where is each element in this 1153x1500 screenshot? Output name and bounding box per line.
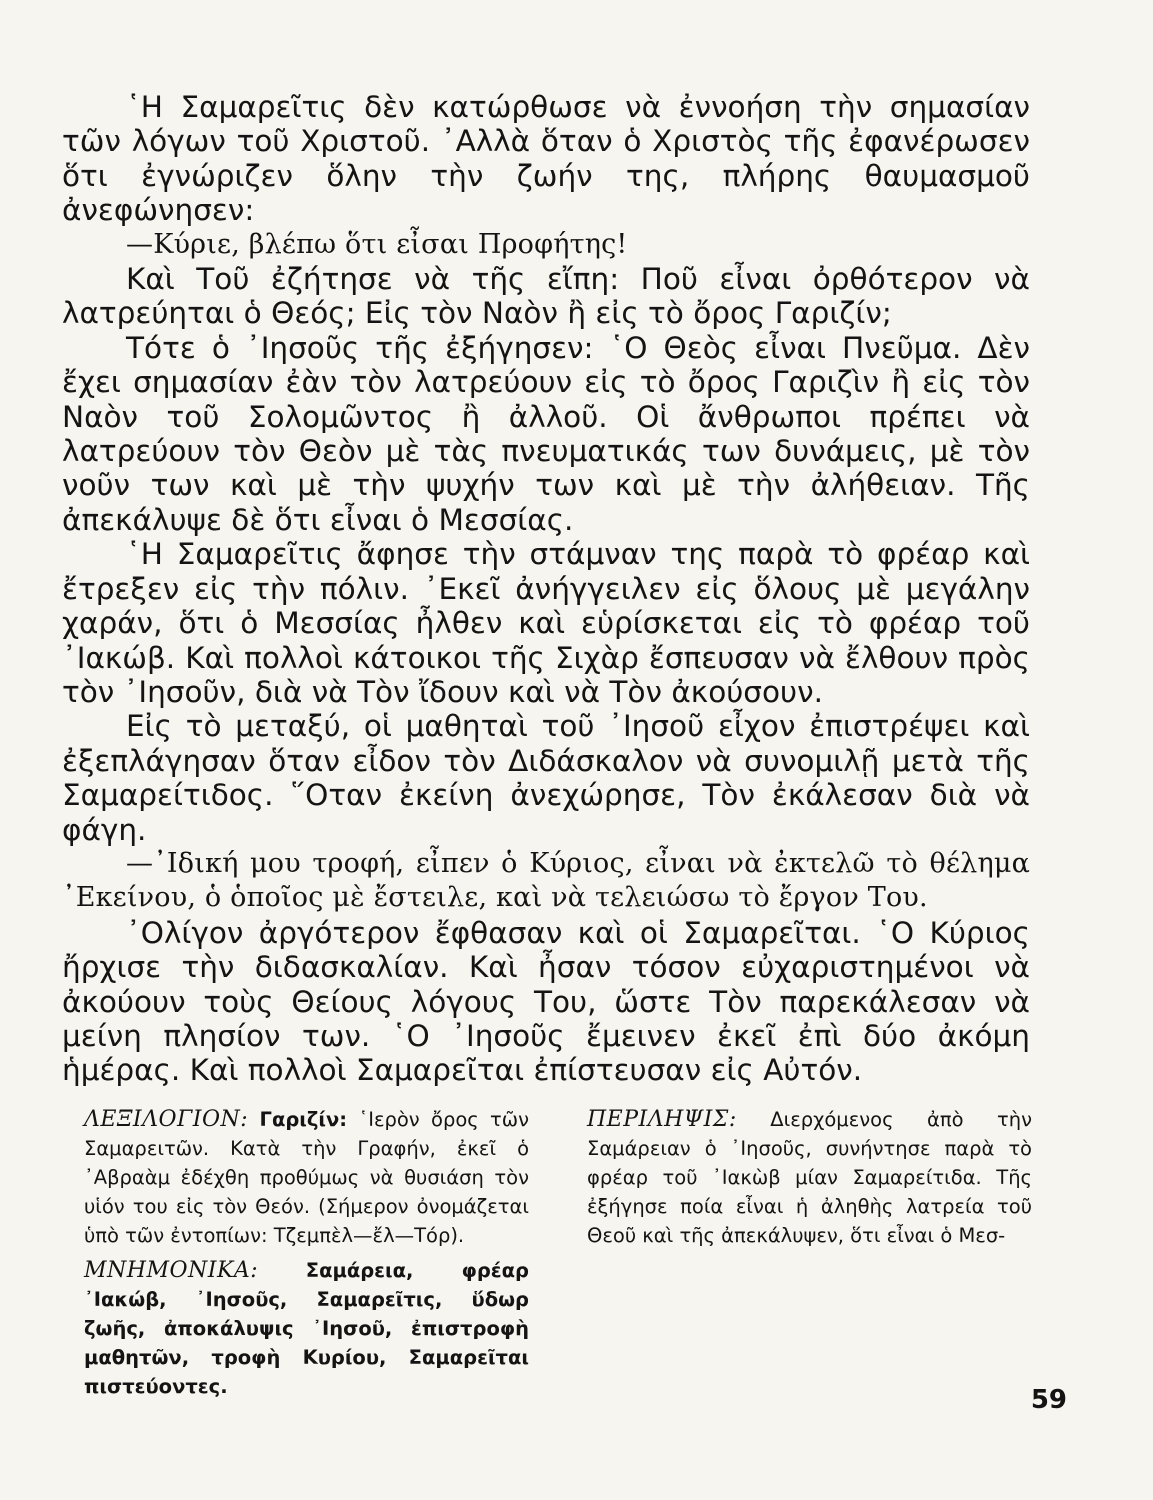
page-number: 59	[1030, 1385, 1067, 1415]
paragraph-1: ῾Η Σαμαρεῖτις δὲν κατώρθωσε νὰ ἐννοήση τὴν σημασίαν τῶν λόγων τοῦ Χριστοῦ. ᾿Αλλὰ ὅταν ὁ Χριστὸς τῆς ἐφανέρωσεν ὅτι ἐγνώριζεν ὅλην τὴν ζωήν της, πλήρης θαυμασμοῦ ἀνεφώνησεν:	[62, 90, 1030, 228]
paragraph-5: Εἰς τὸ μεταξύ, οἱ μαθηταὶ τοῦ ᾿Ιησοῦ εἶχον ἐπιστρέψει καὶ ἐξεπλάγησαν ὅταν εἶδον τὸν Διδάσκαλον νὰ συνομιλῇ μετὰ τῆς Σαμαρείτιδος. ῞Οταν ἐκείνη ἀνεχώρησε, Τὸν ἐκάλεσαν διὰ νὰ φάγη.	[62, 709, 1030, 847]
mnemonika	[84, 1256, 529, 1401]
dialogue-prophet: —Κύριε, βλέπω ὅτι εἶσαι Προφήτης!	[126, 228, 628, 260]
notes-left-column	[84, 1105, 529, 1401]
mnemonika-text: Σαμάρεια, φρέαρ ᾿Ιακώβ, ᾿Ιησοῦς, Σαμαρεῖτις, ὕδωρ ζωῆς, ἀποκάλυψις ᾿Ιησοῦ, ἐπιστροφὴ μαθητῶν, τροφὴ Κυρίου, Σαμαρεῖται πιστεύοντες.	[84, 1259, 530, 1398]
paragraph-2: Καὶ Τοῦ ἐζήτησε νὰ τῆς εἴπη: Ποῦ εἶναι ὀρθότερον νὰ λατρεύηται ὁ Θεός; Εἰς τὸν Ναὸν ἢ εἰς τὸ ὄρος Γαριζίν;	[62, 262, 1030, 331]
paragraph-6: ᾿Ολίγον ἀργότερον ἔφθασαν καὶ οἱ Σαμαρεῖται. ῾Ο Κύριος ἤρχισε τὴν διδασκαλίαν. Καὶ ἦσαν τόσον εὐχαριστημένοι νὰ ἀκούουν τοὺς Θείους λόγους Του, ὥστε Τὸν παρεκάλεσαν νὰ μείνη πλησίον των. ῾Ο ᾿Ιησοῦς ἔμεινεν ἐκεῖ ἐπὶ δύο ἀκόμη ἡμέρας. Καὶ πολλοὶ Σαμαρεῖται ἐπίστευσαν εἰς Αὐτόν.	[62, 915, 1030, 1088]
lexilogion-term: Γαριζίν:	[259, 1108, 348, 1131]
dialogue-food: —᾿Ιδική μου τροφή, εἶπεν ὁ Κύριος, εἶναι νὰ ἐκτελῶ τὸ θέλημα ᾿Εκείνου, ὁ ὁποῖος μὲ ἔστειλε, καὶ νὰ τελειώσω τὸ ἔργον Του.	[62, 847, 1030, 914]
paragraph-4: ῾Η Σαμαρεῖτις ἄφησε τὴν στάμναν της παρὰ τὸ φρέαρ καὶ ἔτρεξεν εἰς τὴν πόλιν. ᾿Εκεῖ ἀνήγγειλεν εἰς ὅλους μὲ μεγάλην χαράν, ὅτι ὁ Μεσσίας ἦλθεν καὶ εὑρίσκεται εἰς τὸ φρέαρ τοῦ ᾿Ιακώβ. Καὶ πολλοὶ κάτοικοι τῆς Σιχὰρ ἔσπευσαν νὰ ἔλθουν πρὸς τὸν ᾿Ιησοῦν, διὰ νὰ Τὸν ἴδουν καὶ νὰ Τὸν ἀκούσουν.	[62, 537, 1030, 709]
main-text	[62, 90, 1030, 1088]
lexilogion-label: ΛΕΞΙΛΟΓΙΟΝ:	[84, 1107, 249, 1132]
paragraph-3: Τότε ὁ ᾿Ιησοῦς τῆς ἐξήγησεν: ῾Ο Θεὸς εἶναι Πνεῦμα. Δὲν ἔχει σημασίαν ἐὰν τὸν λατρεύουν εἰς τὸ ὄρος Γαριζὶν ἢ εἰς τὸν Ναὸν τοῦ Σολομῶντος ἢ ἀλλοῦ. Οἱ ἄνθρωποι πρέπει νὰ λατρεύουν τὸν Θεὸν μὲ τὰς πνευματικάς των δυνάμεις, μὲ τὸν νοῦν των καὶ μὲ τὴν ψυχήν των καὶ μὲ τὴν ἀλήθειαν. Τῆς ἀπεκάλυψε δὲ ὅτι εἶναι ὁ Μεσσίας.	[62, 330, 1030, 537]
periliipsis-text: Διερχόμενος ἀπὸ τὴν Σαμάρειαν ὁ ᾿Ιησοῦς, συνήντησε παρὰ τὸ φρέαρ τοῦ ᾿Ιακὼβ μίαν Σαμαρείτιδα. Τῆς ἐξήγησε ποία εἶναι ἡ ἀληθὴς λατρεία τοῦ Θεοῦ καὶ τῆς ἀπεκάλυψεν, ὅτι εἶναι ὁ Μεσ-	[587, 1108, 1032, 1247]
notes-section	[84, 1105, 1032, 1401]
mnemonika-label: ΜΝΗΜΟΝΙΚΑ:	[84, 1258, 259, 1283]
notes-right-column	[587, 1105, 1032, 1401]
periliipsis	[587, 1105, 1032, 1250]
lexilogion	[84, 1105, 529, 1250]
periliipsis-label: ΠΕΡΙΛΗΨΙΣ:	[587, 1107, 737, 1132]
lexilogion-text: ῾Ιερὸν ὄρος τῶν Σαμαρειτῶν. Κατὰ τὴν Γραφήν, ἐκεῖ ὁ ᾿Αβραὰμ ἐδέχθη προθύμως νὰ θυσιάση τὸν υἱόν του εἰς τὸν Θεόν. (Σήμερον ὀνομάζεται ὑπὸ τῶν ἐντοπίων: Τζεμπὲλ—ἔλ—Τόρ).	[84, 1108, 529, 1247]
